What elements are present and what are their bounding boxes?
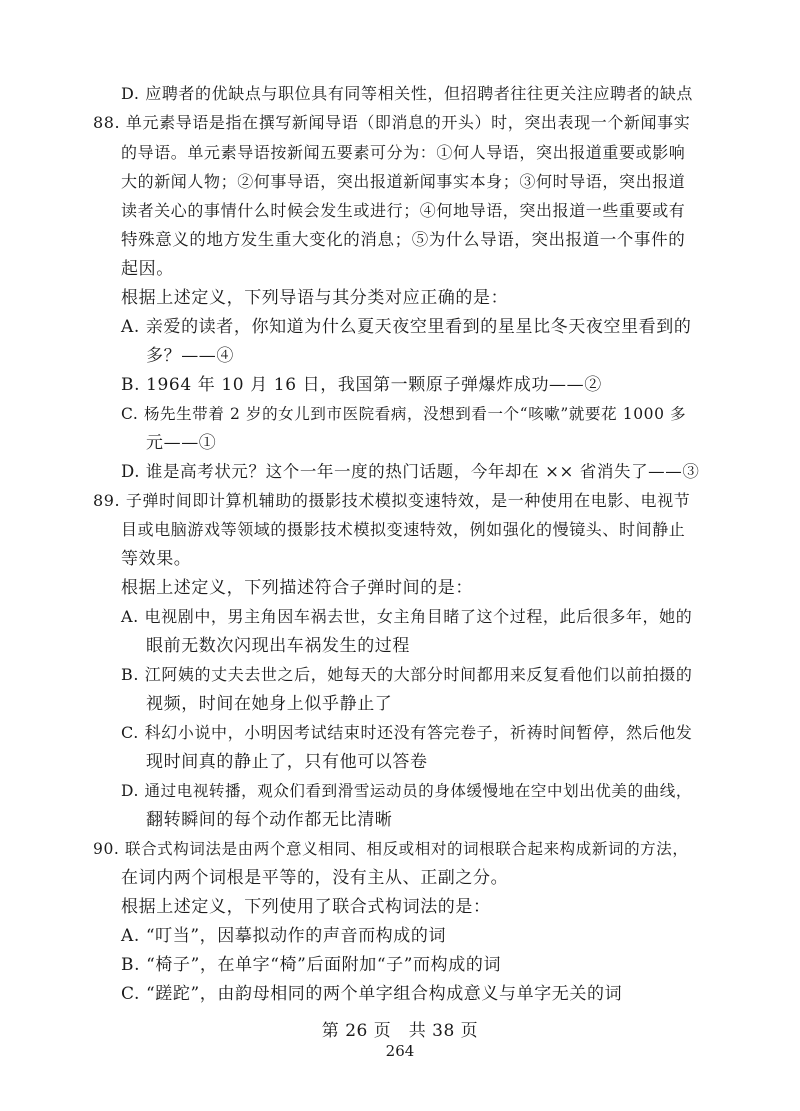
q90-option-a: A. “叮当”，因摹拟动作的声音而构成的词 [121,926,447,946]
q88-prompt: 根据上述定义，下列导语与其分类对应正确的是： [121,288,509,308]
q88-stem-line-3: 大的新闻人物；②何事导语，突出报道新闻事实本身；③何时导语，突出报道 [121,172,686,191]
q89-stem-line-3: 等效果。 [121,549,192,569]
q87-option-d: D. 应聘者的优缺点与职位具有同等相关性，但招聘者往往更关注应聘者的缺点 [121,84,694,103]
q88-option-d: D. 谁是高考状元？这个一年一度的热门话题，今年却在 ×× 省消失了——③ [121,462,700,481]
q89-option-c-cont: 现时间真的静止了，只有他可以答卷 [146,752,428,772]
q88-stem-line-6: 起因。 [121,259,174,279]
q90-stem-line-1: 90. 联合式构词法是由两个意义相同、相反或相对的词根联合起来构成新词的方法， [93,840,689,858]
q88-option-a: A. 亲爱的读者，你知道为什么夏天夜空里看到的星星比冬天夜空里看到的 [121,317,692,337]
q89-stem-line-2: 目或电脑游戏等领域的摄影技术模拟变速特效，例如强化的慢镜头、时间静止 [121,520,686,539]
page-number: 264 [385,1042,415,1060]
q89-option-b-cont: 视频，时间在她身上似乎静止了 [146,694,393,714]
q89-stem-line-1: 89. 子弹时间即计算机辅助的摄影技术模拟变速特效，是一种使用在电影、电视节 [93,491,691,510]
q88-stem-line-5: 特殊意义的地方发生重大变化的消息；⑤为什么导语，突出报道一个事件的 [121,230,686,249]
q89-option-d: D. 通过电视转播，观众们看到滑雪运动员的身体缓慢地在空中划出优美的曲线， [121,782,692,800]
q88-option-c: C. 杨先生带着 2 岁的女儿到市医院看病，没想到看一个“咳嗽”就要花 1000 多 [121,405,687,423]
q89-option-c: C. 科幻小说中，小明因考试结束时还没有答完卷子，祈祷时间暂停，然后他发 [121,723,693,742]
q88-option-a-cont: 多？——④ [146,346,234,366]
page-indicator: 第 26 页 共 38 页 [321,1021,479,1041]
q88-stem-line-4: 读者关心的事情什么时候会发生或进行；④何地导语，突出报道一些重要或有 [121,201,686,220]
q90-option-c: C. “蹉跎”，由韵母相同的两个单字组合构成意义与单字无关的词 [121,984,623,1004]
q89-prompt: 根据上述定义，下列描述符合子弹时间的是： [121,578,473,598]
q89-option-a-cont: 眼前无数次闪现出车祸发生的过程 [146,636,410,656]
q90-option-b: B. “椅子”，在单字“椅”后面附加“子”而构成的词 [121,955,502,975]
q90-stem-line-2: 在词内两个词根是平等的，没有主从、正副之分。 [121,868,509,888]
q88-stem-line-1: 88. 单元素导语是指在撰写新闻导语（即消息的开头）时，突出表现一个新闻事实 [93,113,691,132]
q88-option-c-cont: 元——① [146,433,217,453]
q88-stem-line-2: 的导语。单元素导语按新闻五要素可分为：①何人导语，突出报道重要或影响 [121,143,686,162]
q90-prompt: 根据上述定义，下列使用了联合式构词法的是： [121,897,491,917]
q89-option-d-cont: 翻转瞬间的每个动作都无比清晰 [146,810,393,830]
q89-option-b: B. 江阿姨的丈夫去世之后，她每天的大部分时间都用来反复看他们以前拍摄的 [121,665,693,684]
q88-option-b: B. 1964 年 10 月 16 日，我国第一颗原子弹爆炸成功——② [121,375,602,395]
q89-option-a: A. 电视剧中，男主角因车祸去世，女主角目睹了这个过程，此后很多年，她的 [121,607,693,626]
